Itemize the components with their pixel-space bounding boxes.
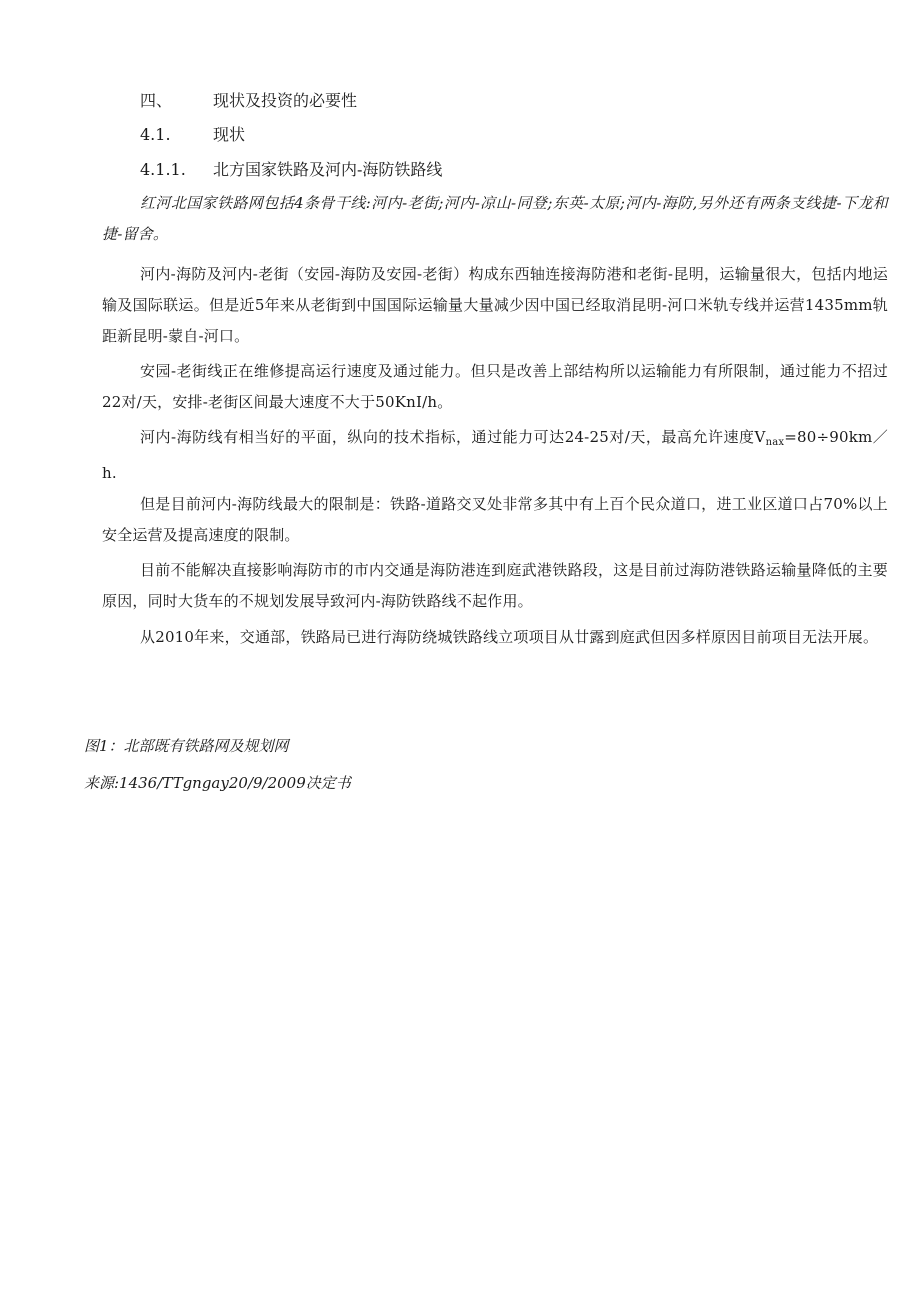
heading-number: 4.1. (140, 125, 171, 144)
section-heading-4 (140, 91, 357, 111)
paragraph-bypass-project: 从2010年来，交通部，铁路局已进行海防绕城铁路线立项项目从廿露到庭武但因多样原因目前项目无法开展。 (140, 628, 879, 646)
paragraph-city-traffic: 目前不能解决直接影响海防市的市内交通是海防港连到庭武港铁路段，这是目前过海防港铁路运输量降低的主要原因，同时大货车的不规划发展导致河内-海防铁路线不起作用。 (102, 561, 888, 610)
paragraph-crossings-limit: 但是目前河内-海防线最大的限制是：铁路-道路交叉处非常多其中有上百个民众道口，进工业区道口占70%以上安全运营及提高速度的限制。 (102, 495, 888, 544)
heading-number: 4.1.1. (140, 160, 186, 179)
heading-text: 北方国家铁路及河内-海防铁路线 (213, 160, 443, 179)
figure-source: 来源:1436/TTgngay20/9/2009决定书 (84, 774, 351, 792)
heading-number: 四、 (140, 91, 173, 110)
section-heading-4-1 (140, 125, 245, 145)
paragraph-network-overview: 红河北国家铁路网包括4条骨干线:河内-老街;河内-凉山-同登;东英-太原;河内-海防,另外还有两条支线捷-下龙和捷-留舍。 (102, 194, 888, 243)
heading-text: 现状及投资的必要性 (213, 91, 358, 110)
paragraph-text-tail: =80÷90km／h. (102, 428, 888, 482)
paragraph-anyuan-laojie: 安园-老街线正在维修提高运行速度及通过能力。但只是改善上部结构所以运输能力有所限制，通过能力不招过22对/天，安排-老街区间最大速度不大于50KnI/h。 (102, 362, 888, 411)
heading-text: 现状 (213, 125, 246, 144)
paragraph-hanoi-haiphong-capacity (102, 422, 888, 489)
section-heading-4-1-1 (140, 160, 442, 180)
paragraph-east-west-axis: 河内-海防及河内-老街（安园-海防及安园-老街）构成东西轴连接海防港和老街-昆明，运输量很大，包括内地运输及国际联运。但是近5年来从老街到中国国际运输量大量减少因中国已经取消昆明-河口米轨专线并运营1435mm轨距新昆明-蒙自-河口。 (102, 265, 888, 345)
subscript-text: nax (765, 437, 785, 448)
figure-caption: 图1：北部既有铁路网及规划网 (84, 737, 289, 755)
paragraph-text: 河内-海防线有相当好的平面，纵向的技术指标，通过能力可达24-25对/天，最高允许速度V (140, 428, 766, 446)
